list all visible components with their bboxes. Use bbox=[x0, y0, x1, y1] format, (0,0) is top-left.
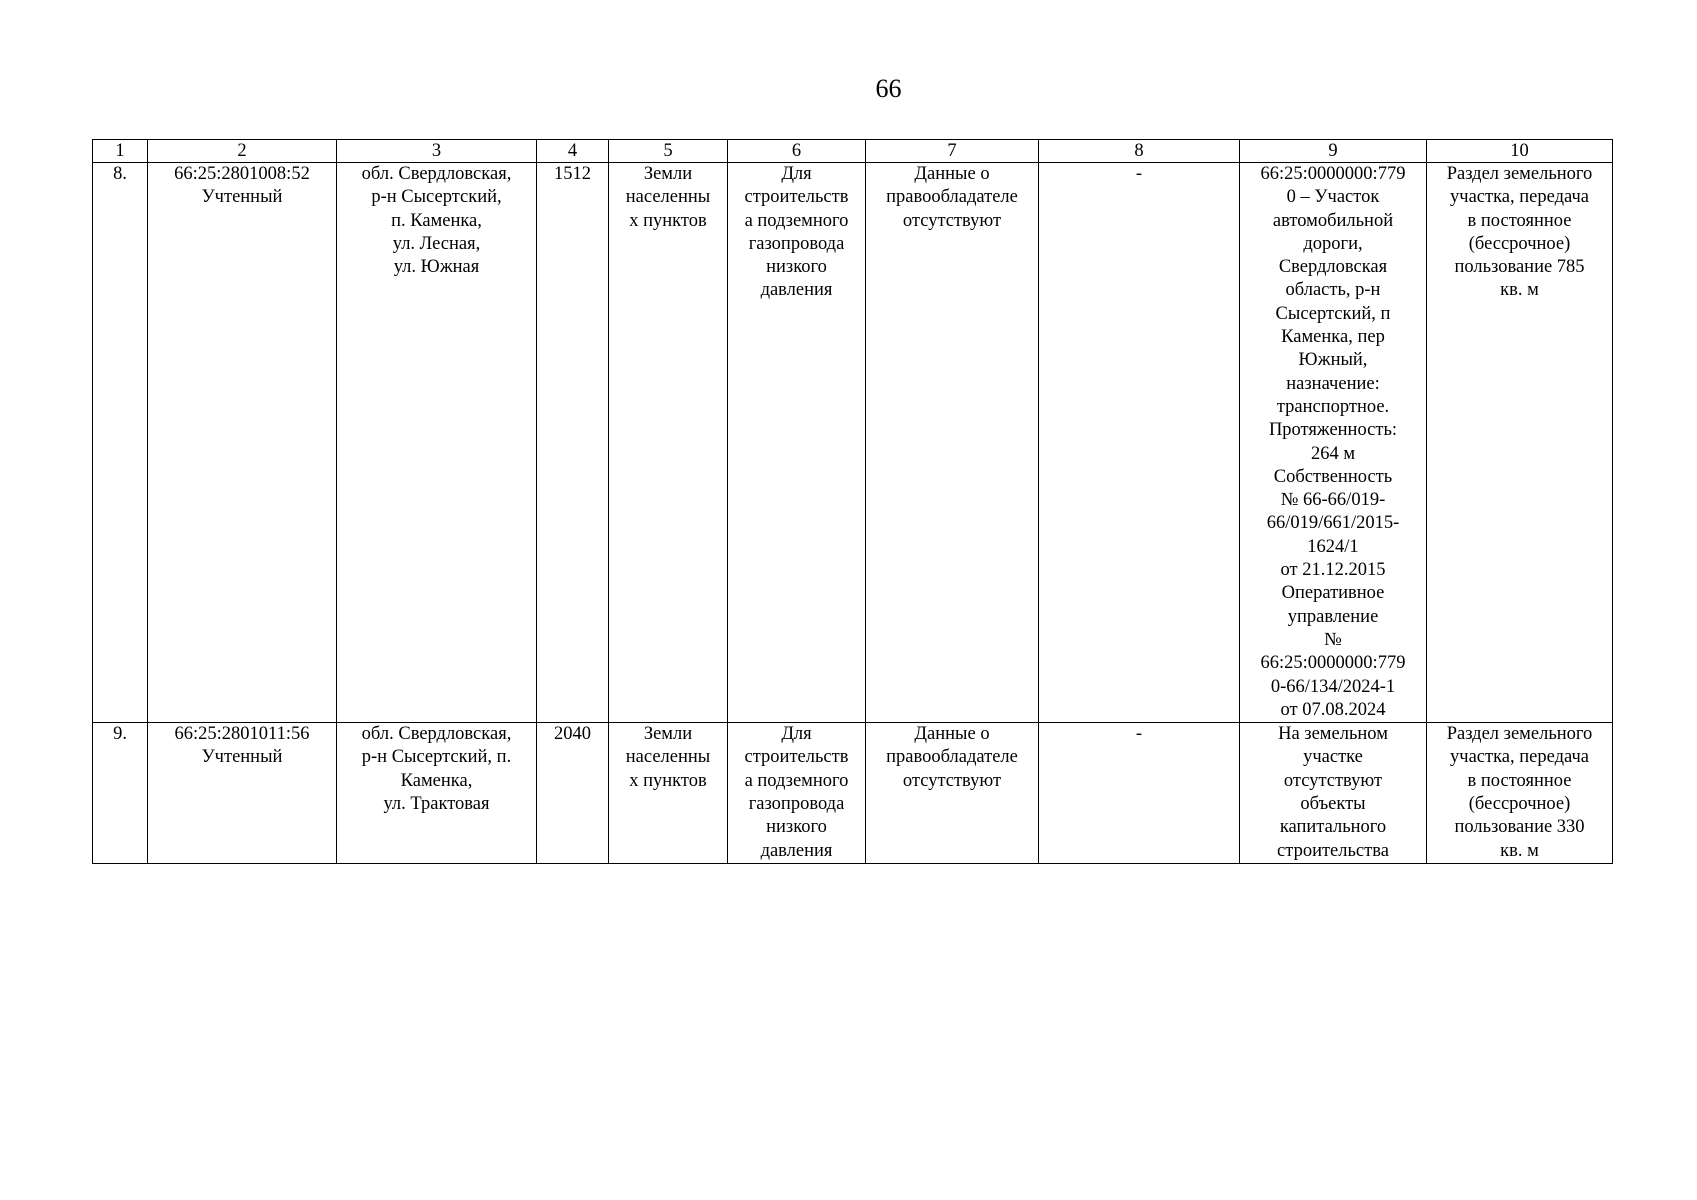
column-8-cell: - bbox=[1039, 723, 1240, 864]
permitted-use-cell: Для строительств а подземного газопровода низкого давления bbox=[728, 723, 866, 864]
table-row bbox=[93, 723, 1613, 864]
column-8-cell: - bbox=[1039, 163, 1240, 723]
area-cell: 1512 bbox=[537, 163, 609, 723]
objects-on-plot-cell: 66:25:0000000:779 0 – Участок автомобильной дороги, Свердловская область, р-н Сысертский, п Каменка, пер Южный, назначение: транспортное. Протяженность: 264 м Собственность № 66-66/019- 66/019/661/2015- 1624/1 от 21.12.2015 Оперативное управление № 66:25:0000000:779 0-66/134/2024-1 от 07.08.2024 bbox=[1240, 163, 1427, 723]
permitted-use-cell: Для строительств а подземного газопровода низкого давления bbox=[728, 163, 866, 723]
column-header: 1 bbox=[93, 140, 148, 163]
column-number-row bbox=[93, 140, 1613, 163]
cadastral-number-cell: 66:25:2801008:52 Учтенный bbox=[148, 163, 337, 723]
column-header: 8 bbox=[1039, 140, 1240, 163]
address-cell: обл. Свердловская, р-н Сысертский, п. Каменка, ул. Лесная, ул. Южная bbox=[337, 163, 537, 723]
land-plots-table bbox=[92, 139, 1613, 864]
address-cell: обл. Свердловская, р-н Сысертский, п. Каменка, ул. Трактовая bbox=[337, 723, 537, 864]
rights-holder-cell: Данные о правообладателе отсутствуют bbox=[866, 723, 1039, 864]
note-cell: Раздел земельного участка, передача в постоянное (бессрочное) пользование 330 кв. м bbox=[1427, 723, 1613, 864]
column-header: 9 bbox=[1240, 140, 1427, 163]
table-row bbox=[93, 163, 1613, 723]
note-cell: Раздел земельного участка, передача в постоянное (бессрочное) пользование 785 кв. м bbox=[1427, 163, 1613, 723]
objects-on-plot-cell: На земельном участке отсутствуют объекты капитального строительства bbox=[1240, 723, 1427, 864]
page-number: 66 bbox=[875, 74, 902, 103]
column-header: 2 bbox=[148, 140, 337, 163]
land-category-cell: Земли населенны х пунктов bbox=[609, 163, 728, 723]
land-category-cell: Земли населенны х пунктов bbox=[609, 723, 728, 864]
rights-holder-cell: Данные о правообладателе отсутствуют bbox=[866, 163, 1039, 723]
column-header: 4 bbox=[537, 140, 609, 163]
column-header: 7 bbox=[866, 140, 1039, 163]
row-number-cell: 9. bbox=[93, 723, 148, 864]
area-cell: 2040 bbox=[537, 723, 609, 864]
column-header: 6 bbox=[728, 140, 866, 163]
column-header: 3 bbox=[337, 140, 537, 163]
row-number-cell: 8. bbox=[93, 163, 148, 723]
cadastral-number-cell: 66:25:2801011:56 Учтенный bbox=[148, 723, 337, 864]
column-header: 10 bbox=[1427, 140, 1613, 163]
column-header: 5 bbox=[609, 140, 728, 163]
